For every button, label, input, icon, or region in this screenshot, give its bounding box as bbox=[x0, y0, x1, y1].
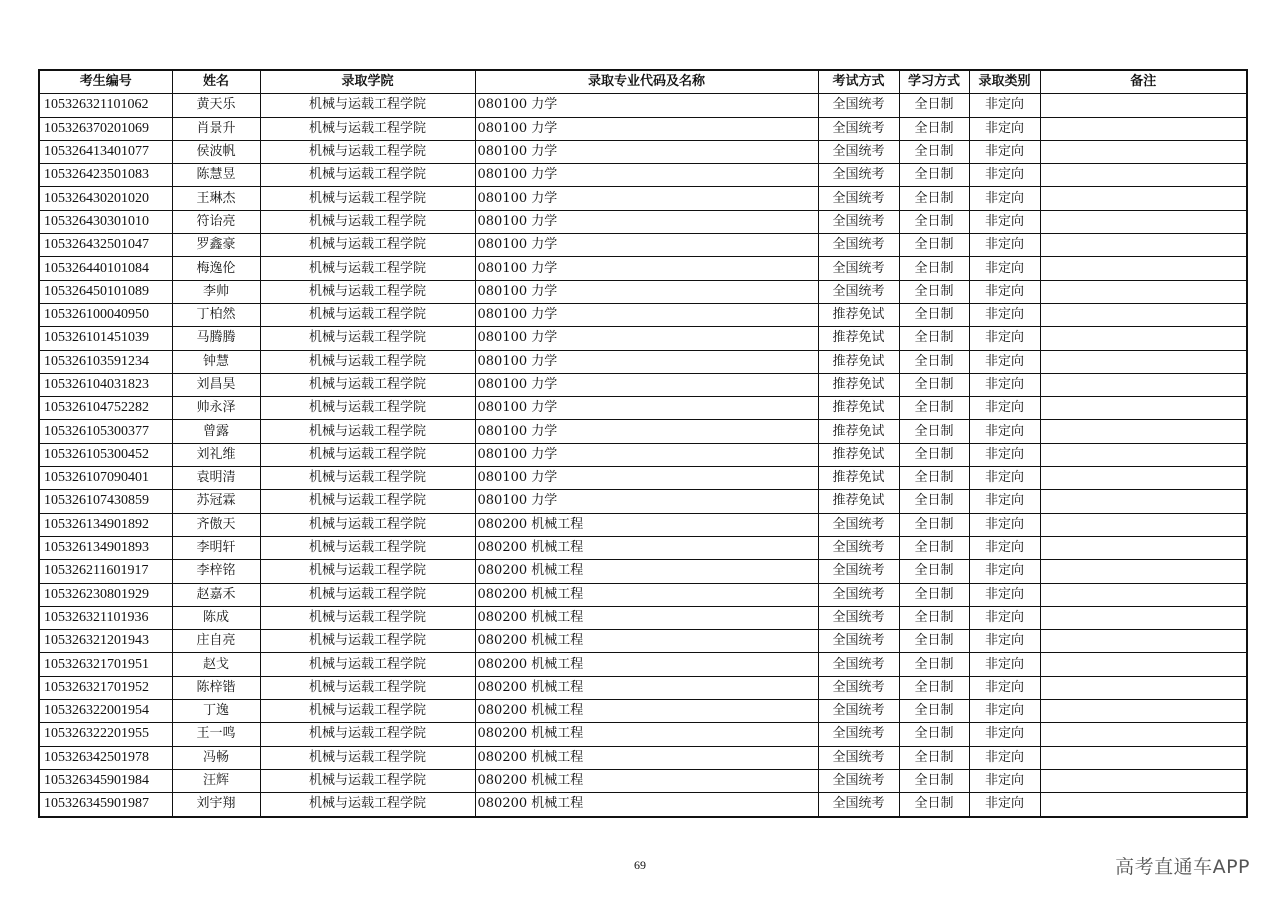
admission-type-cell: 非定向 bbox=[969, 630, 1040, 653]
table-row bbox=[39, 700, 1247, 723]
name-cell: 刘礼维 bbox=[172, 443, 260, 466]
name-cell: 陈成 bbox=[172, 606, 260, 629]
major-cell: 080100 力学 bbox=[475, 467, 818, 490]
name-cell: 钟慧 bbox=[172, 350, 260, 373]
admission-type-cell: 非定向 bbox=[969, 187, 1040, 210]
study-mode-cell: 全日制 bbox=[899, 350, 969, 373]
study-mode-cell: 全日制 bbox=[899, 373, 969, 396]
table-row bbox=[39, 653, 1247, 676]
table-row bbox=[39, 769, 1247, 792]
major-cell: 080200 机械工程 bbox=[475, 630, 818, 653]
college-cell: 机械与运载工程学院 bbox=[260, 769, 475, 792]
remarks-cell bbox=[1040, 420, 1247, 443]
table-row bbox=[39, 350, 1247, 373]
name-cell: 苏冠霖 bbox=[172, 490, 260, 513]
header-name: 姓名 bbox=[172, 70, 260, 94]
admission-type-cell: 非定向 bbox=[969, 723, 1040, 746]
table-row bbox=[39, 94, 1247, 117]
exam-method-cell: 推荐免试 bbox=[818, 350, 899, 373]
name-cell: 陈梓锴 bbox=[172, 676, 260, 699]
remarks-cell bbox=[1040, 513, 1247, 536]
exam-method-cell: 推荐免试 bbox=[818, 490, 899, 513]
candidate-id-cell: 105326345901987 bbox=[39, 793, 172, 817]
admission-type-cell: 非定向 bbox=[969, 234, 1040, 257]
header-admission-type: 录取类别 bbox=[969, 70, 1040, 94]
remarks-cell bbox=[1040, 117, 1247, 140]
candidate-id-cell: 105326100040950 bbox=[39, 303, 172, 326]
admission-type-cell: 非定向 bbox=[969, 373, 1040, 396]
table-row bbox=[39, 606, 1247, 629]
admission-type-cell: 非定向 bbox=[969, 327, 1040, 350]
admission-type-cell: 非定向 bbox=[969, 443, 1040, 466]
table-header-row bbox=[39, 70, 1247, 94]
name-cell: 汪辉 bbox=[172, 769, 260, 792]
table-row bbox=[39, 210, 1247, 233]
major-cell: 080100 力学 bbox=[475, 490, 818, 513]
college-cell: 机械与运载工程学院 bbox=[260, 420, 475, 443]
major-cell: 080200 机械工程 bbox=[475, 536, 818, 559]
table-row bbox=[39, 140, 1247, 163]
name-cell: 齐傲天 bbox=[172, 513, 260, 536]
candidate-id-cell: 105326107090401 bbox=[39, 467, 172, 490]
candidate-id-cell: 105326103591234 bbox=[39, 350, 172, 373]
study-mode-cell: 全日制 bbox=[899, 723, 969, 746]
admission-type-cell: 非定向 bbox=[969, 676, 1040, 699]
remarks-cell bbox=[1040, 653, 1247, 676]
candidate-id-cell: 105326105300377 bbox=[39, 420, 172, 443]
name-cell: 黄天乐 bbox=[172, 94, 260, 117]
remarks-cell bbox=[1040, 280, 1247, 303]
table-row bbox=[39, 117, 1247, 140]
remarks-cell bbox=[1040, 723, 1247, 746]
admission-type-cell: 非定向 bbox=[969, 210, 1040, 233]
exam-method-cell: 推荐免试 bbox=[818, 373, 899, 396]
exam-method-cell: 全国统考 bbox=[818, 583, 899, 606]
name-cell: 李帅 bbox=[172, 280, 260, 303]
remarks-cell bbox=[1040, 490, 1247, 513]
major-cell: 080100 力学 bbox=[475, 443, 818, 466]
candidate-id-cell: 105326107430859 bbox=[39, 490, 172, 513]
candidate-id-cell: 105326322201955 bbox=[39, 723, 172, 746]
candidate-id-cell: 105326423501083 bbox=[39, 164, 172, 187]
table-row bbox=[39, 303, 1247, 326]
watermark-text: 高考直通车APP bbox=[1115, 856, 1250, 878]
remarks-cell bbox=[1040, 187, 1247, 210]
remarks-cell bbox=[1040, 373, 1247, 396]
college-cell: 机械与运载工程学院 bbox=[260, 467, 475, 490]
table-row bbox=[39, 234, 1247, 257]
college-cell: 机械与运载工程学院 bbox=[260, 257, 475, 280]
college-cell: 机械与运载工程学院 bbox=[260, 327, 475, 350]
remarks-cell bbox=[1040, 467, 1247, 490]
major-cell: 080200 机械工程 bbox=[475, 723, 818, 746]
college-cell: 机械与运载工程学院 bbox=[260, 280, 475, 303]
study-mode-cell: 全日制 bbox=[899, 210, 969, 233]
table-row bbox=[39, 280, 1247, 303]
candidate-id-cell: 105326430301010 bbox=[39, 210, 172, 233]
college-cell: 机械与运载工程学院 bbox=[260, 187, 475, 210]
admission-type-cell: 非定向 bbox=[969, 746, 1040, 769]
major-cell: 080100 力学 bbox=[475, 210, 818, 233]
candidate-id-cell: 105326321101936 bbox=[39, 606, 172, 629]
exam-method-cell: 推荐免试 bbox=[818, 303, 899, 326]
name-cell: 王琳杰 bbox=[172, 187, 260, 210]
table-row bbox=[39, 164, 1247, 187]
candidate-id-cell: 105326413401077 bbox=[39, 140, 172, 163]
table-row bbox=[39, 373, 1247, 396]
exam-method-cell: 全国统考 bbox=[818, 234, 899, 257]
study-mode-cell: 全日制 bbox=[899, 327, 969, 350]
name-cell: 刘昌昊 bbox=[172, 373, 260, 396]
admission-type-cell: 非定向 bbox=[969, 350, 1040, 373]
study-mode-cell: 全日制 bbox=[899, 536, 969, 559]
study-mode-cell: 全日制 bbox=[899, 397, 969, 420]
name-cell: 丁柏然 bbox=[172, 303, 260, 326]
name-cell: 王一鸣 bbox=[172, 723, 260, 746]
exam-method-cell: 全国统考 bbox=[818, 630, 899, 653]
study-mode-cell: 全日制 bbox=[899, 94, 969, 117]
remarks-cell bbox=[1040, 350, 1247, 373]
candidate-id-cell: 105326134901893 bbox=[39, 536, 172, 559]
major-cell: 080100 力学 bbox=[475, 397, 818, 420]
admission-type-cell: 非定向 bbox=[969, 606, 1040, 629]
college-cell: 机械与运载工程学院 bbox=[260, 536, 475, 559]
study-mode-cell: 全日制 bbox=[899, 746, 969, 769]
college-cell: 机械与运载工程学院 bbox=[260, 443, 475, 466]
admission-type-cell: 非定向 bbox=[969, 280, 1040, 303]
major-cell: 080100 力学 bbox=[475, 187, 818, 210]
name-cell: 刘宇翔 bbox=[172, 793, 260, 817]
major-cell: 080100 力学 bbox=[475, 373, 818, 396]
exam-method-cell: 全国统考 bbox=[818, 793, 899, 817]
exam-method-cell: 全国统考 bbox=[818, 723, 899, 746]
study-mode-cell: 全日制 bbox=[899, 700, 969, 723]
name-cell: 肖景升 bbox=[172, 117, 260, 140]
major-cell: 080100 力学 bbox=[475, 280, 818, 303]
table-row bbox=[39, 793, 1247, 817]
study-mode-cell: 全日制 bbox=[899, 560, 969, 583]
college-cell: 机械与运载工程学院 bbox=[260, 94, 475, 117]
exam-method-cell: 推荐免试 bbox=[818, 397, 899, 420]
exam-method-cell: 全国统考 bbox=[818, 536, 899, 559]
admission-type-cell: 非定向 bbox=[969, 700, 1040, 723]
college-cell: 机械与运载工程学院 bbox=[260, 164, 475, 187]
study-mode-cell: 全日制 bbox=[899, 653, 969, 676]
name-cell: 赵嘉禾 bbox=[172, 583, 260, 606]
table-row bbox=[39, 536, 1247, 559]
study-mode-cell: 全日制 bbox=[899, 606, 969, 629]
candidate-id-cell: 105326134901892 bbox=[39, 513, 172, 536]
college-cell: 机械与运载工程学院 bbox=[260, 234, 475, 257]
major-cell: 080100 力学 bbox=[475, 164, 818, 187]
candidate-id-cell: 105326342501978 bbox=[39, 746, 172, 769]
remarks-cell bbox=[1040, 630, 1247, 653]
table-body bbox=[39, 94, 1247, 817]
remarks-cell bbox=[1040, 140, 1247, 163]
major-cell: 080100 力学 bbox=[475, 257, 818, 280]
remarks-cell bbox=[1040, 303, 1247, 326]
candidate-id-cell: 105326321101062 bbox=[39, 94, 172, 117]
exam-method-cell: 全国统考 bbox=[818, 746, 899, 769]
table-row bbox=[39, 746, 1247, 769]
exam-method-cell: 推荐免试 bbox=[818, 443, 899, 466]
table-row bbox=[39, 327, 1247, 350]
study-mode-cell: 全日制 bbox=[899, 443, 969, 466]
study-mode-cell: 全日制 bbox=[899, 583, 969, 606]
table-row bbox=[39, 630, 1247, 653]
admission-type-cell: 非定向 bbox=[969, 420, 1040, 443]
header-remarks: 备注 bbox=[1040, 70, 1247, 94]
admission-type-cell: 非定向 bbox=[969, 560, 1040, 583]
remarks-cell bbox=[1040, 210, 1247, 233]
name-cell: 罗鑫豪 bbox=[172, 234, 260, 257]
major-cell: 080200 机械工程 bbox=[475, 700, 818, 723]
major-cell: 080200 机械工程 bbox=[475, 746, 818, 769]
admission-type-cell: 非定向 bbox=[969, 513, 1040, 536]
table-row bbox=[39, 723, 1247, 746]
remarks-cell bbox=[1040, 583, 1247, 606]
remarks-cell bbox=[1040, 94, 1247, 117]
admission-type-cell: 非定向 bbox=[969, 653, 1040, 676]
remarks-cell bbox=[1040, 700, 1247, 723]
exam-method-cell: 全国统考 bbox=[818, 117, 899, 140]
college-cell: 机械与运载工程学院 bbox=[260, 746, 475, 769]
study-mode-cell: 全日制 bbox=[899, 117, 969, 140]
major-cell: 080200 机械工程 bbox=[475, 513, 818, 536]
major-cell: 080200 机械工程 bbox=[475, 583, 818, 606]
college-cell: 机械与运载工程学院 bbox=[260, 490, 475, 513]
major-cell: 080100 力学 bbox=[475, 140, 818, 163]
major-cell: 080100 力学 bbox=[475, 94, 818, 117]
major-cell: 080100 力学 bbox=[475, 350, 818, 373]
name-cell: 袁明清 bbox=[172, 467, 260, 490]
candidate-id-cell: 105326104031823 bbox=[39, 373, 172, 396]
candidate-id-cell: 105326430201020 bbox=[39, 187, 172, 210]
candidate-id-cell: 105326321701951 bbox=[39, 653, 172, 676]
name-cell: 侯波帆 bbox=[172, 140, 260, 163]
admission-type-cell: 非定向 bbox=[969, 490, 1040, 513]
header-major: 录取专业代码及名称 bbox=[475, 70, 818, 94]
exam-method-cell: 推荐免试 bbox=[818, 327, 899, 350]
remarks-cell bbox=[1040, 606, 1247, 629]
study-mode-cell: 全日制 bbox=[899, 513, 969, 536]
candidate-id-cell: 105326440101084 bbox=[39, 257, 172, 280]
table-row bbox=[39, 560, 1247, 583]
name-cell: 赵戈 bbox=[172, 653, 260, 676]
exam-method-cell: 推荐免试 bbox=[818, 420, 899, 443]
admission-type-cell: 非定向 bbox=[969, 769, 1040, 792]
major-cell: 080200 机械工程 bbox=[475, 606, 818, 629]
exam-method-cell: 全国统考 bbox=[818, 676, 899, 699]
name-cell: 符诒亮 bbox=[172, 210, 260, 233]
name-cell: 丁逸 bbox=[172, 700, 260, 723]
candidate-id-cell: 105326211601917 bbox=[39, 560, 172, 583]
candidate-id-cell: 105326322001954 bbox=[39, 700, 172, 723]
admission-type-cell: 非定向 bbox=[969, 397, 1040, 420]
major-cell: 080100 力学 bbox=[475, 420, 818, 443]
major-cell: 080100 力学 bbox=[475, 234, 818, 257]
college-cell: 机械与运载工程学院 bbox=[260, 606, 475, 629]
exam-method-cell: 全国统考 bbox=[818, 560, 899, 583]
candidate-id-cell: 105326321701952 bbox=[39, 676, 172, 699]
remarks-cell bbox=[1040, 164, 1247, 187]
major-cell: 080100 力学 bbox=[475, 117, 818, 140]
table-row bbox=[39, 187, 1247, 210]
admission-type-cell: 非定向 bbox=[969, 536, 1040, 559]
college-cell: 机械与运载工程学院 bbox=[260, 723, 475, 746]
exam-method-cell: 全国统考 bbox=[818, 700, 899, 723]
major-cell: 080200 机械工程 bbox=[475, 793, 818, 817]
college-cell: 机械与运载工程学院 bbox=[260, 397, 475, 420]
name-cell: 庄自亮 bbox=[172, 630, 260, 653]
major-cell: 080200 机械工程 bbox=[475, 560, 818, 583]
exam-method-cell: 全国统考 bbox=[818, 140, 899, 163]
remarks-cell bbox=[1040, 443, 1247, 466]
study-mode-cell: 全日制 bbox=[899, 490, 969, 513]
study-mode-cell: 全日制 bbox=[899, 769, 969, 792]
remarks-cell bbox=[1040, 560, 1247, 583]
exam-method-cell: 推荐免试 bbox=[818, 467, 899, 490]
admission-type-cell: 非定向 bbox=[969, 793, 1040, 817]
name-cell: 李梓铭 bbox=[172, 560, 260, 583]
college-cell: 机械与运载工程学院 bbox=[260, 560, 475, 583]
table-row bbox=[39, 583, 1247, 606]
exam-method-cell: 全国统考 bbox=[818, 164, 899, 187]
study-mode-cell: 全日制 bbox=[899, 280, 969, 303]
table-row bbox=[39, 443, 1247, 466]
admission-type-cell: 非定向 bbox=[969, 303, 1040, 326]
exam-method-cell: 全国统考 bbox=[818, 606, 899, 629]
major-cell: 080200 机械工程 bbox=[475, 653, 818, 676]
header-study-mode: 学习方式 bbox=[899, 70, 969, 94]
college-cell: 机械与运载工程学院 bbox=[260, 700, 475, 723]
study-mode-cell: 全日制 bbox=[899, 630, 969, 653]
header-college: 录取学院 bbox=[260, 70, 475, 94]
name-cell: 梅逸伦 bbox=[172, 257, 260, 280]
study-mode-cell: 全日制 bbox=[899, 420, 969, 443]
remarks-cell bbox=[1040, 793, 1247, 817]
study-mode-cell: 全日制 bbox=[899, 164, 969, 187]
study-mode-cell: 全日制 bbox=[899, 676, 969, 699]
college-cell: 机械与运载工程学院 bbox=[260, 350, 475, 373]
remarks-cell bbox=[1040, 257, 1247, 280]
exam-method-cell: 全国统考 bbox=[818, 187, 899, 210]
admission-type-cell: 非定向 bbox=[969, 94, 1040, 117]
remarks-cell bbox=[1040, 746, 1247, 769]
study-mode-cell: 全日制 bbox=[899, 140, 969, 163]
candidate-id-cell: 105326101451039 bbox=[39, 327, 172, 350]
major-cell: 080200 机械工程 bbox=[475, 769, 818, 792]
candidate-id-cell: 105326105300452 bbox=[39, 443, 172, 466]
remarks-cell bbox=[1040, 536, 1247, 559]
major-cell: 080100 力学 bbox=[475, 327, 818, 350]
remarks-cell bbox=[1040, 769, 1247, 792]
admission-table-container bbox=[38, 69, 1246, 818]
name-cell: 帅永泽 bbox=[172, 397, 260, 420]
exam-method-cell: 全国统考 bbox=[818, 210, 899, 233]
study-mode-cell: 全日制 bbox=[899, 257, 969, 280]
admission-type-cell: 非定向 bbox=[969, 257, 1040, 280]
table-row bbox=[39, 676, 1247, 699]
candidate-id-cell: 105326432501047 bbox=[39, 234, 172, 257]
name-cell: 冯畅 bbox=[172, 746, 260, 769]
name-cell: 李明轩 bbox=[172, 536, 260, 559]
remarks-cell bbox=[1040, 397, 1247, 420]
table-row bbox=[39, 397, 1247, 420]
college-cell: 机械与运载工程学院 bbox=[260, 630, 475, 653]
table-row bbox=[39, 467, 1247, 490]
exam-method-cell: 全国统考 bbox=[818, 257, 899, 280]
college-cell: 机械与运载工程学院 bbox=[260, 793, 475, 817]
table-row bbox=[39, 420, 1247, 443]
exam-method-cell: 全国统考 bbox=[818, 769, 899, 792]
header-candidate-id: 考生编号 bbox=[39, 70, 172, 94]
study-mode-cell: 全日制 bbox=[899, 303, 969, 326]
college-cell: 机械与运载工程学院 bbox=[260, 117, 475, 140]
admission-table bbox=[38, 69, 1248, 818]
study-mode-cell: 全日制 bbox=[899, 234, 969, 257]
candidate-id-cell: 105326370201069 bbox=[39, 117, 172, 140]
name-cell: 陈慧昱 bbox=[172, 164, 260, 187]
table-row bbox=[39, 257, 1247, 280]
major-cell: 080200 机械工程 bbox=[475, 676, 818, 699]
exam-method-cell: 全国统考 bbox=[818, 280, 899, 303]
candidate-id-cell: 105326230801929 bbox=[39, 583, 172, 606]
college-cell: 机械与运载工程学院 bbox=[260, 373, 475, 396]
remarks-cell bbox=[1040, 234, 1247, 257]
study-mode-cell: 全日制 bbox=[899, 187, 969, 210]
name-cell: 马腾腾 bbox=[172, 327, 260, 350]
candidate-id-cell: 105326321201943 bbox=[39, 630, 172, 653]
study-mode-cell: 全日制 bbox=[899, 467, 969, 490]
admission-type-cell: 非定向 bbox=[969, 140, 1040, 163]
exam-method-cell: 全国统考 bbox=[818, 94, 899, 117]
college-cell: 机械与运载工程学院 bbox=[260, 676, 475, 699]
college-cell: 机械与运载工程学院 bbox=[260, 140, 475, 163]
admission-type-cell: 非定向 bbox=[969, 164, 1040, 187]
college-cell: 机械与运载工程学院 bbox=[260, 583, 475, 606]
college-cell: 机械与运载工程学院 bbox=[260, 513, 475, 536]
exam-method-cell: 全国统考 bbox=[818, 513, 899, 536]
admission-type-cell: 非定向 bbox=[969, 467, 1040, 490]
remarks-cell bbox=[1040, 676, 1247, 699]
college-cell: 机械与运载工程学院 bbox=[260, 303, 475, 326]
candidate-id-cell: 105326345901984 bbox=[39, 769, 172, 792]
candidate-id-cell: 105326450101089 bbox=[39, 280, 172, 303]
remarks-cell bbox=[1040, 327, 1247, 350]
study-mode-cell: 全日制 bbox=[899, 793, 969, 817]
major-cell: 080100 力学 bbox=[475, 303, 818, 326]
page-number: 69 bbox=[634, 858, 646, 872]
admission-type-cell: 非定向 bbox=[969, 583, 1040, 606]
college-cell: 机械与运载工程学院 bbox=[260, 210, 475, 233]
header-exam-method: 考试方式 bbox=[818, 70, 899, 94]
admission-type-cell: 非定向 bbox=[969, 117, 1040, 140]
college-cell: 机械与运载工程学院 bbox=[260, 653, 475, 676]
table-row bbox=[39, 513, 1247, 536]
exam-method-cell: 全国统考 bbox=[818, 653, 899, 676]
name-cell: 曾露 bbox=[172, 420, 260, 443]
candidate-id-cell: 105326104752282 bbox=[39, 397, 172, 420]
table-row bbox=[39, 490, 1247, 513]
